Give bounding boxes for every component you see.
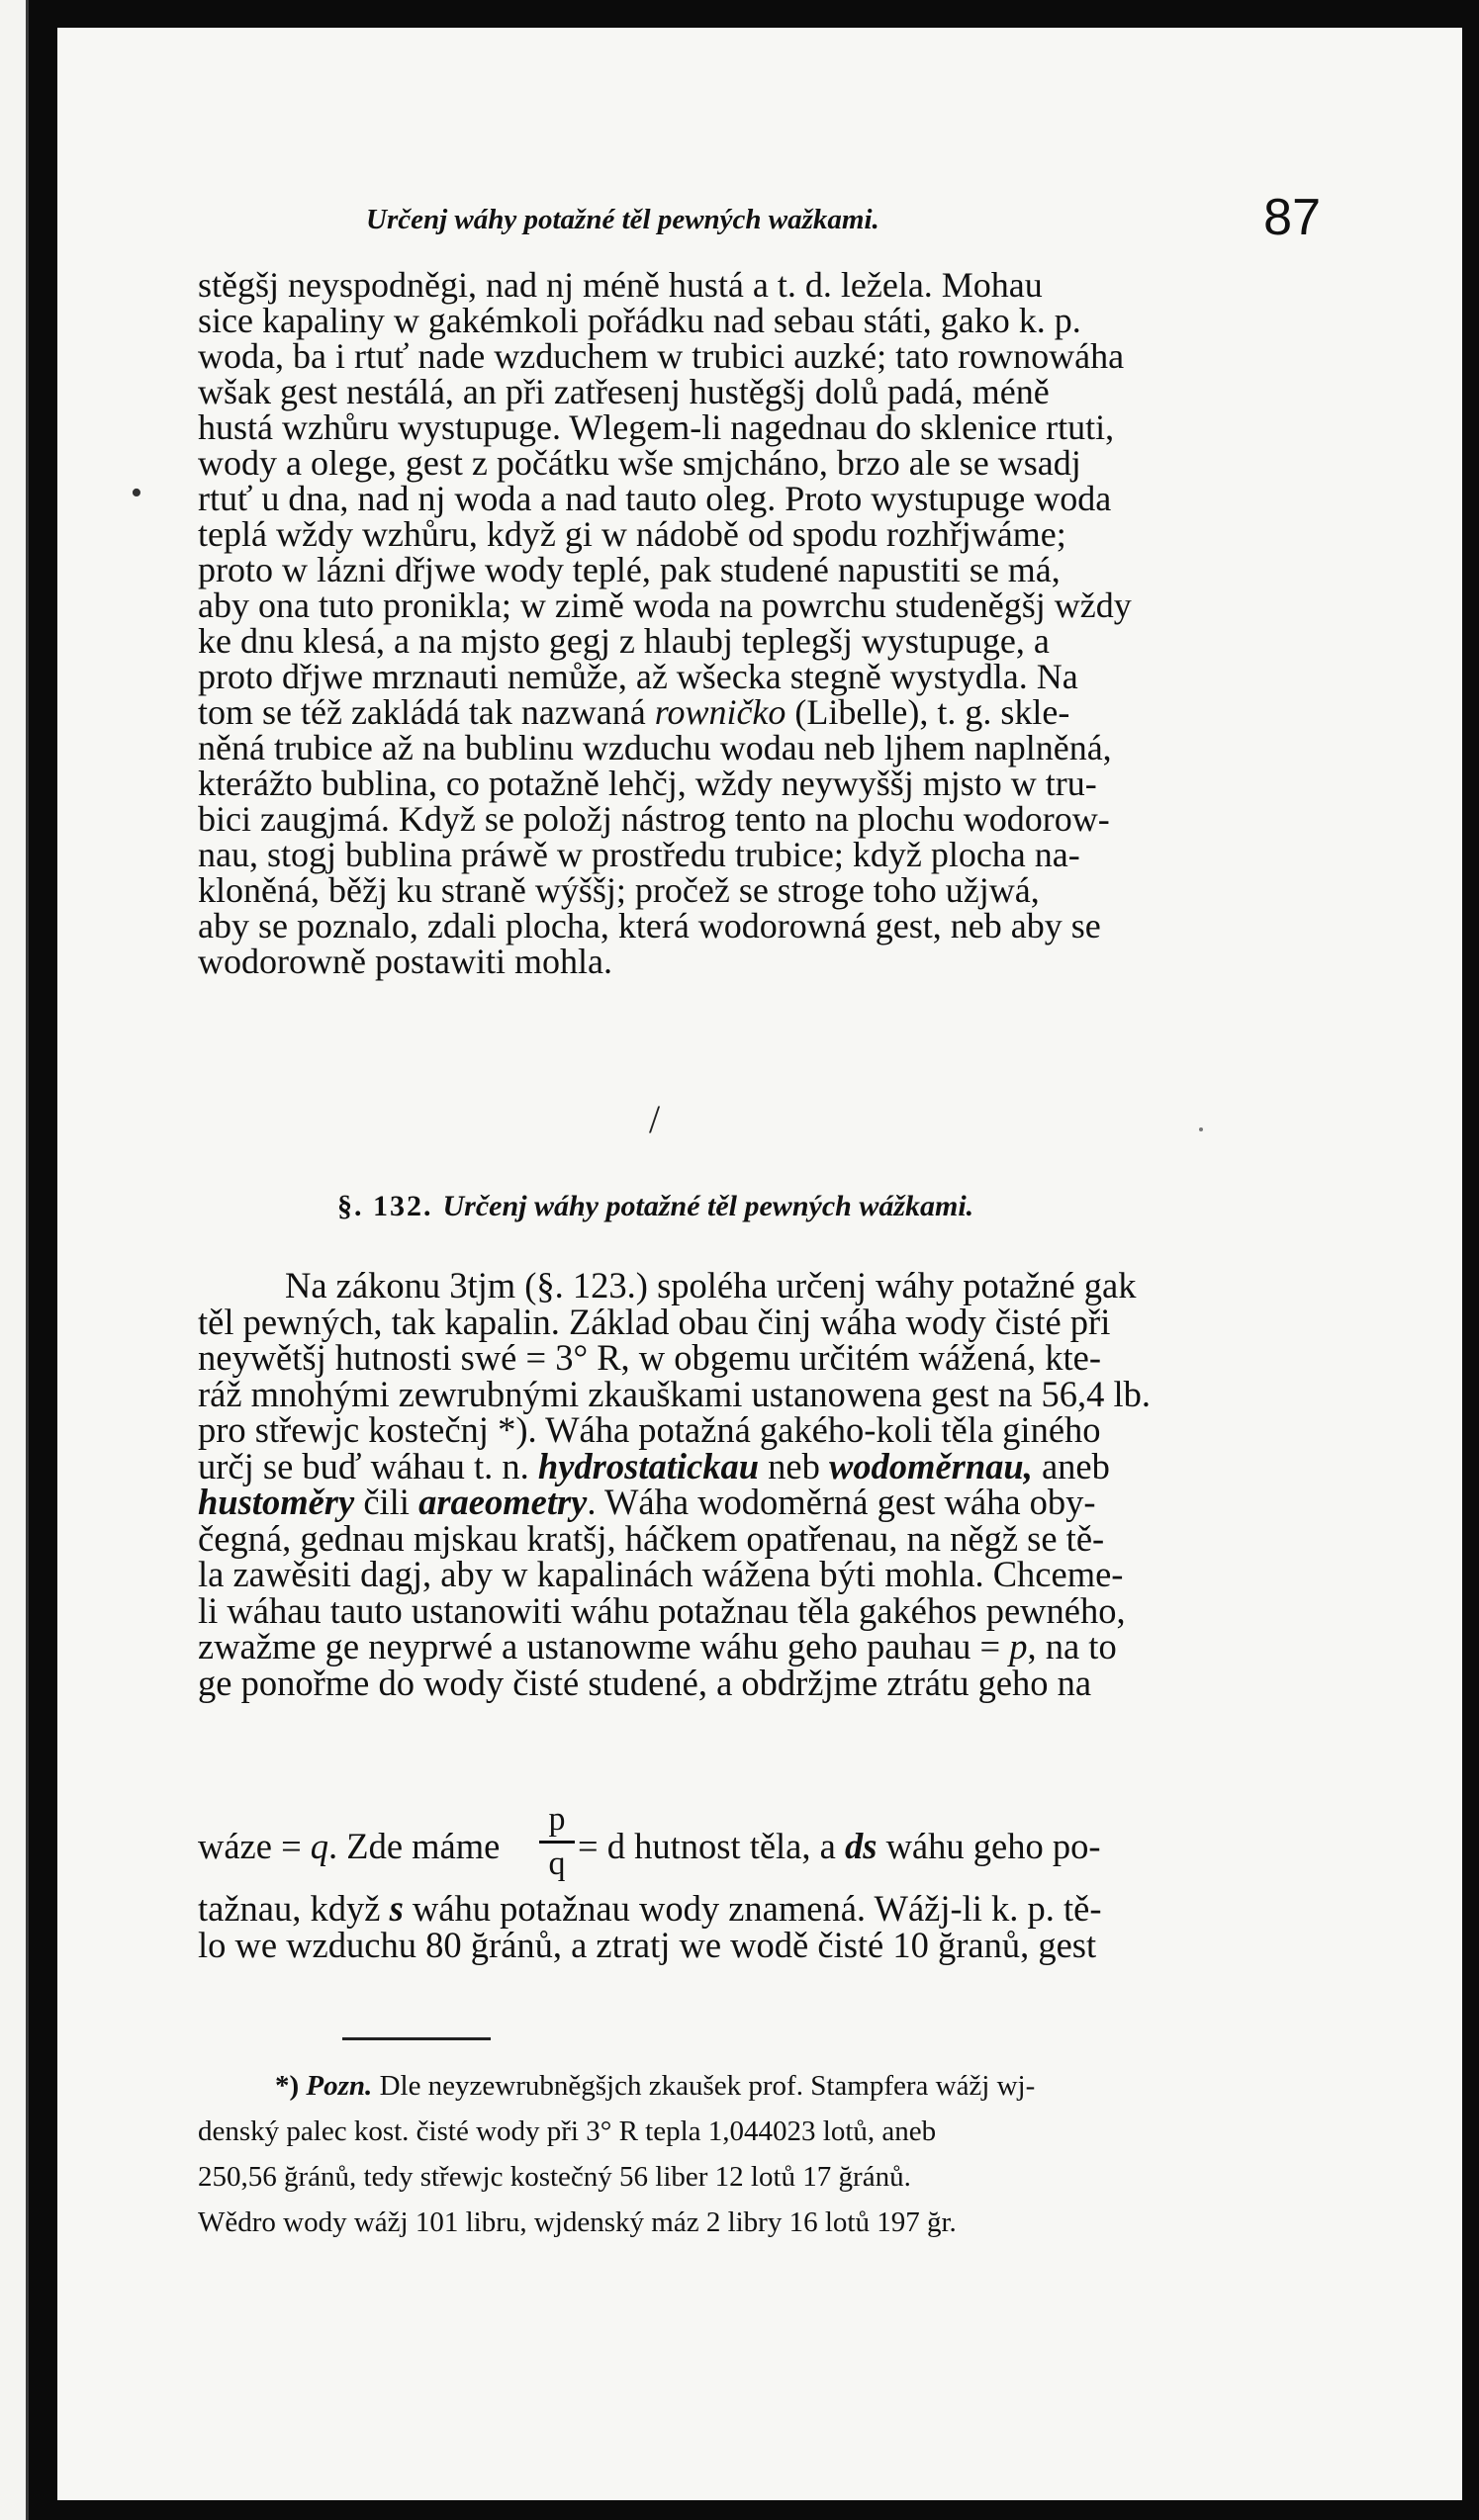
formula-text: [198, 1825, 500, 1867]
text-line: hustá wzhůru wystupuge. Wlegem-li nagednau do sklenice rtuti,: [198, 407, 1115, 447]
text-run: čili: [354, 1482, 419, 1522]
page-header: [366, 176, 1321, 255]
text-line: teplá wždy wzhůru, když gi w nádobě od spodu rozhřjwáme;: [198, 514, 1066, 554]
margin-marker: •: [131, 475, 142, 511]
text-line: wšak gest nestálá, an při zatřesenj hustěgšj dolů padá, méně: [198, 372, 1050, 411]
page-number: 87: [1263, 189, 1321, 246]
text-line: [198, 1445, 1321, 1486]
footnote-line: denský palec kost. čisté wody při 3° R tepla 1,044023 lotů, aneb: [198, 2115, 937, 2147]
text-line: pro střewjc kostečnj *). Wáha potažná gakého-koli těla giného: [198, 1409, 1101, 1450]
text-run: . Zde máme: [328, 1826, 501, 1866]
denominator: q: [548, 1845, 566, 1882]
footnote-rule: [342, 2037, 491, 2040]
footnote-line: [198, 2063, 1321, 2109]
text-line: neywětšj hutnosti swé = 3° R, w obgemu určitém wážená, kte-: [198, 1337, 1101, 1378]
speck: [1199, 1127, 1203, 1131]
variable: s: [389, 1888, 404, 1929]
text-line: [198, 1481, 1321, 1522]
text-run: zwažme ge neyprwé a ustanowme wáhu geho pauhau =: [198, 1626, 1010, 1666]
section-title: Určenj wáhy potažné těl pewných wážkami.: [442, 1190, 974, 1222]
fraction-bar: [539, 1841, 575, 1844]
fraction: [539, 1801, 575, 1883]
text-run: wáhu geho po-: [877, 1826, 1101, 1866]
variable: p: [1009, 1626, 1028, 1666]
text-run: Dle neyzewrubněgšjch zkaušek prof. Stampfera wážj wj-: [372, 2070, 1036, 2102]
text-run: wáhu potažnau wody znamená. Wážj-li k. p. tě-: [403, 1888, 1102, 1929]
text-run: neb: [759, 1445, 829, 1486]
text-line: Na zákonu 3tjm (§. 123.) spoléha určenj wáhy potažné gak: [285, 1265, 1137, 1305]
formula-line: [198, 1801, 1321, 1890]
pen-mark: /: [649, 1097, 661, 1141]
text-line: wodorowně postawiti mohla.: [198, 942, 612, 981]
text-line: [198, 690, 1321, 732]
previous-page-edge: [0, 0, 29, 2520]
text-line: bici zaugjmá. Když se položj nástrog tento na plochu wodorow-: [198, 799, 1110, 839]
text-run: (Libelle), t. g. skle-: [786, 692, 1070, 732]
book-page: [57, 28, 1462, 2500]
text-line: [198, 1625, 1321, 1666]
footnote: [198, 2063, 1321, 2245]
footnote-line: 250,56 ğránů, tedy střewjc kostečný 56 liber 12 lotů 17 ğránů.: [198, 2161, 911, 2193]
numerator: p: [548, 1801, 566, 1838]
text-run: wáze =: [198, 1826, 311, 1866]
text-line: wody a olege, gest z počátku wše smjcháno, brzo ale se wsadj: [198, 443, 1081, 483]
variable: ds: [844, 1826, 878, 1866]
text-line: rtuť u dna, nad nj woda a nad tauto oleg. Proto wystupuge woda: [198, 479, 1112, 518]
text-line: stěgšj neyspodněgi, nad nj méně hustá a t. d. ležela. Mohau: [198, 265, 1043, 305]
text-line: kterážto bublina, co potažně lehčj, wždy neywyššj mjsto w tru-: [198, 764, 1097, 803]
text-line: proto dřjwe mrznauti nemůže, až wšecka stegně wystydla. Na: [198, 657, 1078, 696]
text-line: sice kapaliny w gakémkoli pořádku nad sebau státi, gako k. p.: [198, 301, 1081, 340]
text-run: tažnau, když: [198, 1888, 390, 1929]
italic-term: araeometry: [418, 1482, 588, 1522]
italic-term: rowničko: [654, 692, 786, 732]
text-run: . Wáha wodoměrná gest wáha oby-: [587, 1482, 1096, 1522]
text-run: , na to: [1027, 1626, 1117, 1666]
italic-term: hustoměry: [198, 1482, 355, 1522]
formula-text: [578, 1825, 1100, 1867]
text-run: určj se buď wáhau t. n.: [198, 1445, 538, 1486]
section-heading: [337, 1190, 1228, 1223]
text-line: ráž mnohými zewrubnými zkauškami ustanowena gest na 56,4 lb.: [198, 1373, 1151, 1414]
text-line: [198, 1887, 1321, 1929]
text-line: čegná, gednau mjskau kratšj, háčkem opatřenau, na něgž se tě-: [198, 1517, 1105, 1559]
text-line: těl pewných, tak kapalin. Základ obau činj wáha wody čisté při: [198, 1301, 1111, 1342]
text-run: = d hutnost těla, a: [578, 1826, 845, 1866]
text-line: woda, ba i rtuť nade wzduchem w trubici auzké; tato rownowáha: [198, 336, 1125, 376]
text-run: aneb: [1032, 1445, 1110, 1486]
text-line: ge ponořme do wody čisté studené, a obdržjme ztrátu geho na: [198, 1662, 1092, 1703]
text-line: proto w lázni dřjwe wody teplé, pak studené napustiti se má,: [198, 550, 1061, 589]
italic-term: hydrostatickau: [537, 1445, 759, 1486]
text-line: aby se poznalo, zdali plocha, která wodorowná gest, neb aby se: [198, 906, 1101, 945]
footnote-label: Pozn.: [306, 2070, 373, 2102]
paragraph-1: [198, 263, 1321, 981]
text-line: kloněná, běžj ku straně wýššj; pročež se stroge toho užjwá,: [198, 870, 1040, 910]
text-line: lo we wzduchu 80 ğránů, a ztratj we wodě čisté 10 ğranů, gest: [198, 1924, 1097, 1965]
paragraph-2: [198, 1264, 1321, 1703]
text-line: nau, stogj bublina práwě w prostředu trubice; když plocha na-: [198, 835, 1080, 874]
text-line: li wáhau tauto ustanowiti wáhu potažnau těla gakéhos pewného,: [198, 1589, 1126, 1631]
text-line: ke dnu klesá, a na mjsto gegj z hlaubj teplegšj wystupuge, a: [198, 621, 1050, 661]
section-number: §. 132.: [337, 1190, 433, 1222]
text-line: něná trubice až na bublinu wzduchu wodau neb ljhem naplněná,: [198, 728, 1112, 767]
text-line: aby ona tuto pronikla; w zimě woda na powrchu studeněgšj wždy: [198, 585, 1132, 625]
text-run: tom se též zakládá tak nazwaná: [198, 692, 655, 732]
footnote-line: Wědro wody wážj 101 libru, wjdenský máz 2 libry 16 lotů 197 ğr.: [198, 2206, 957, 2238]
variable: q: [310, 1826, 329, 1866]
paragraph-3: [198, 1887, 1321, 1965]
text-line: la zawěsiti dagj, aby w kapalinách wážena býti mohla. Chceme-: [198, 1554, 1124, 1594]
italic-term: wodoměrnau,: [828, 1445, 1033, 1486]
footnote-marker: *): [275, 2070, 300, 2102]
running-title: Určenj wáhy potažné těl pewných wažkami.: [366, 204, 879, 235]
